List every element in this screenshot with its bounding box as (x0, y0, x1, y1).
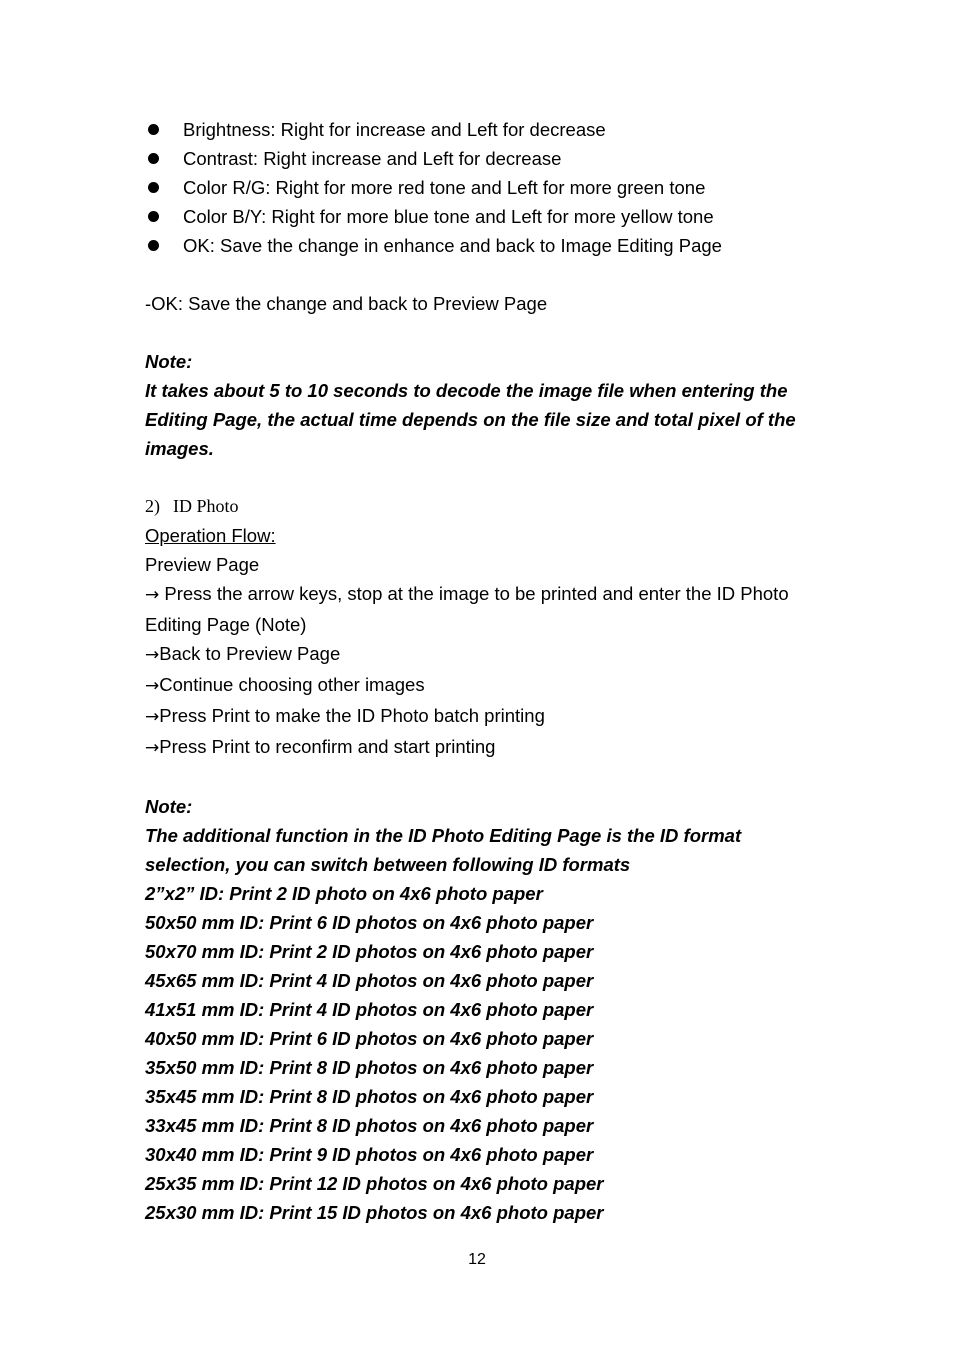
id-format-item: 2”x2” ID: Print 2 ID photo on 4x6 photo paper (145, 883, 543, 904)
note-title: Note: (145, 796, 193, 817)
operation-flow-label: Operation Flow: (145, 525, 276, 546)
bullet-dot-icon (148, 211, 159, 222)
bullet-dot-icon (148, 124, 159, 135)
spacer (145, 318, 825, 347)
page-content (145, 115, 825, 1227)
enhance-options-list (145, 115, 825, 260)
list-item: Brightness: Right for increase and Left for decrease (145, 115, 825, 144)
id-format-item: 25x35 mm ID: Print 12 ID photos on 4x6 photo paper (145, 1173, 604, 1194)
list-item: Color R/G: Right for more red tone and Left for more green tone (145, 173, 825, 202)
id-format-item: 41x51 mm ID: Print 4 ID photos on 4x6 photo paper (145, 999, 594, 1020)
bullet-dot-icon (148, 240, 159, 251)
operation-flow-start: Preview Page (145, 554, 260, 575)
arrow-right-icon: → (145, 645, 160, 665)
id-format-item: 35x50 mm ID: Print 8 ID photos on 4x6 photo paper (145, 1057, 594, 1078)
id-format-item: 40x50 mm ID: Print 6 ID photos on 4x6 photo paper (145, 1028, 594, 1049)
bullet-dot-icon (148, 153, 159, 164)
ok-line: -OK: Save the change and back to Preview Page (145, 293, 548, 314)
operation-flow-step: →Back to Preview Page (145, 643, 341, 665)
spacer (145, 763, 825, 792)
id-format-item: 45x65 mm ID: Print 4 ID photos on 4x6 photo paper (145, 970, 594, 991)
list-item: OK: Save the change in enhance and back to Image Editing Page (145, 231, 825, 260)
operation-flow-step: →Press Print to reconfirm and start printing (145, 736, 496, 758)
page-number: 12 (468, 1251, 486, 1268)
operation-flow-step: →Continue choosing other images (145, 674, 425, 696)
id-format-item: 50x70 mm ID: Print 2 ID photos on 4x6 photo paper (145, 941, 594, 962)
section-heading (145, 492, 825, 521)
spacer (145, 260, 825, 289)
list-item: Contrast: Right increase and Left for decrease (145, 144, 825, 173)
section-title: ID Photo (173, 496, 239, 516)
id-format-item: 33x45 mm ID: Print 8 ID photos on 4x6 photo paper (145, 1115, 594, 1136)
arrow-right-icon: → (145, 676, 160, 696)
operation-flow-step: → Press the arrow keys, stop at the image to be printed and enter the ID Photo Editing Page (Note) (145, 583, 789, 635)
id-format-item: 25x30 mm ID: Print 15 ID photos on 4x6 photo paper (145, 1202, 604, 1223)
spacer (145, 463, 825, 492)
note-title: Note: (145, 351, 193, 372)
note-intro: The additional function in the ID Photo Editing Page is the ID format selection, you can switch between following ID formats (145, 825, 742, 875)
bullet-dot-icon (148, 182, 159, 193)
operation-flow-step: →Press Print to make the ID Photo batch printing (145, 705, 545, 727)
id-format-item: 50x50 mm ID: Print 6 ID photos on 4x6 photo paper (145, 912, 594, 933)
section-number: 2) (145, 496, 160, 516)
arrow-right-icon: → (145, 738, 160, 758)
arrow-right-icon: → (145, 707, 160, 727)
id-format-item: 30x40 mm ID: Print 9 ID photos on 4x6 photo paper (145, 1144, 594, 1165)
arrow-right-icon: → (145, 585, 160, 605)
list-item: Color B/Y: Right for more blue tone and Left for more yellow tone (145, 202, 825, 231)
id-format-item: 35x45 mm ID: Print 8 ID photos on 4x6 photo paper (145, 1086, 594, 1107)
note-text: It takes about 5 to 10 seconds to decode the image file when entering the Editing Page, the actual time depends on the file size and total pixel of the images. (145, 380, 796, 459)
